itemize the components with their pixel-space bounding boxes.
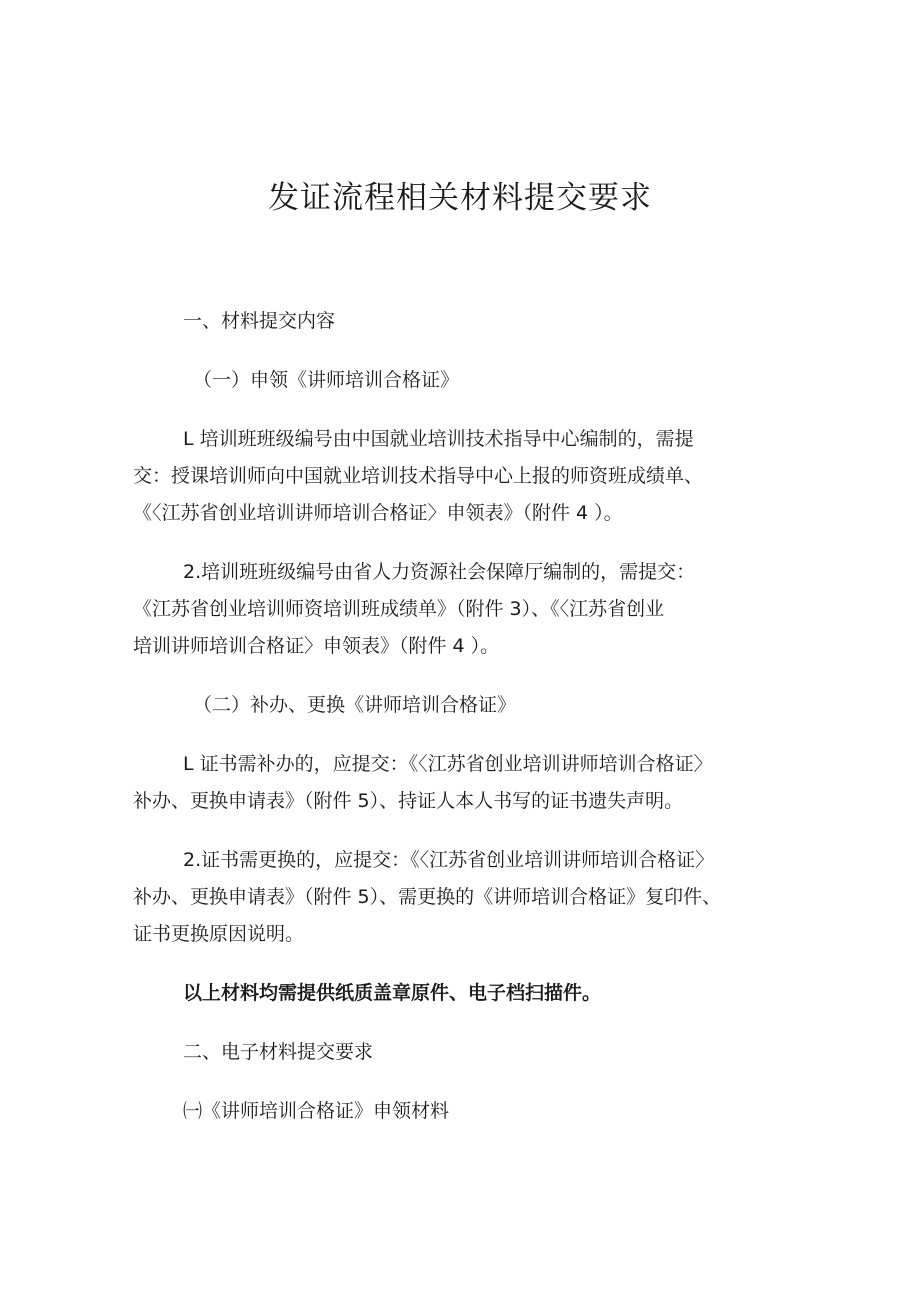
subsection-heading-electronic-apply: ㈠《讲师培训合格证》申领材料 xyxy=(183,1100,450,1122)
paragraph-line: 培训讲师培训合格证〉申领表》（附件 4 ）。 xyxy=(133,635,500,657)
note-bold: 以上材料均需提供纸质盖章原件、电子档扫描件。 xyxy=(183,982,602,1004)
paragraph-line: 补办、更换申请表》（附件 5）、需更换的《讲师培训合格证》复印件、 xyxy=(133,886,722,908)
paragraph-line: 证书更换原因说明。 xyxy=(133,923,305,945)
paragraph-line: 交：授课培训师向中国就业培训技术指导中心上报的师资班成绩单、 xyxy=(133,465,704,487)
document-title: 发证流程相关材料提交要求 xyxy=(268,180,652,216)
paragraph-item-2 xyxy=(133,554,813,665)
subsection-heading-reissue: （二）补办、更换《讲师培训合格证》 xyxy=(193,694,517,716)
paragraph-line: 《〈江苏省创业培训讲师培训合格证〉申领表》（附件 4 ）。 xyxy=(133,502,623,524)
paragraph-line: 补办、更换申请表》（附件 5）、持证人本人书写的证书遗失声明。 xyxy=(133,790,684,812)
paragraph-line: 《江苏省创业培训师资培训班成绩单》（附件 3）、《〈江苏省创业 xyxy=(133,598,665,620)
paragraph-line: L 培训班班级编号由中国就业培训技术指导中心编制的，需提 xyxy=(183,428,694,450)
paragraph-line: L 证书需补办的，应提交：《〈江苏省创业培训讲师培训合格证〉 xyxy=(183,753,713,775)
paragraph-line: 2.培训班班级编号由省人力资源社会保障厅编制的，需提交： xyxy=(183,561,696,583)
paragraph-item-4 xyxy=(133,842,813,953)
section-heading-materials: 一、材料提交内容 xyxy=(183,310,336,332)
subsection-heading-apply: （一）申领《讲师培训合格证》 xyxy=(193,369,460,391)
paragraph-item-1 xyxy=(133,421,813,532)
paragraph-item-3 xyxy=(133,746,813,820)
paragraph-line: 2.证书需更换的，应提交：《〈江苏省创业培训讲师培训合格证〉 xyxy=(183,849,715,871)
document-body xyxy=(133,303,813,1130)
section-heading-electronic: 二、电子材料提交要求 xyxy=(183,1041,374,1063)
